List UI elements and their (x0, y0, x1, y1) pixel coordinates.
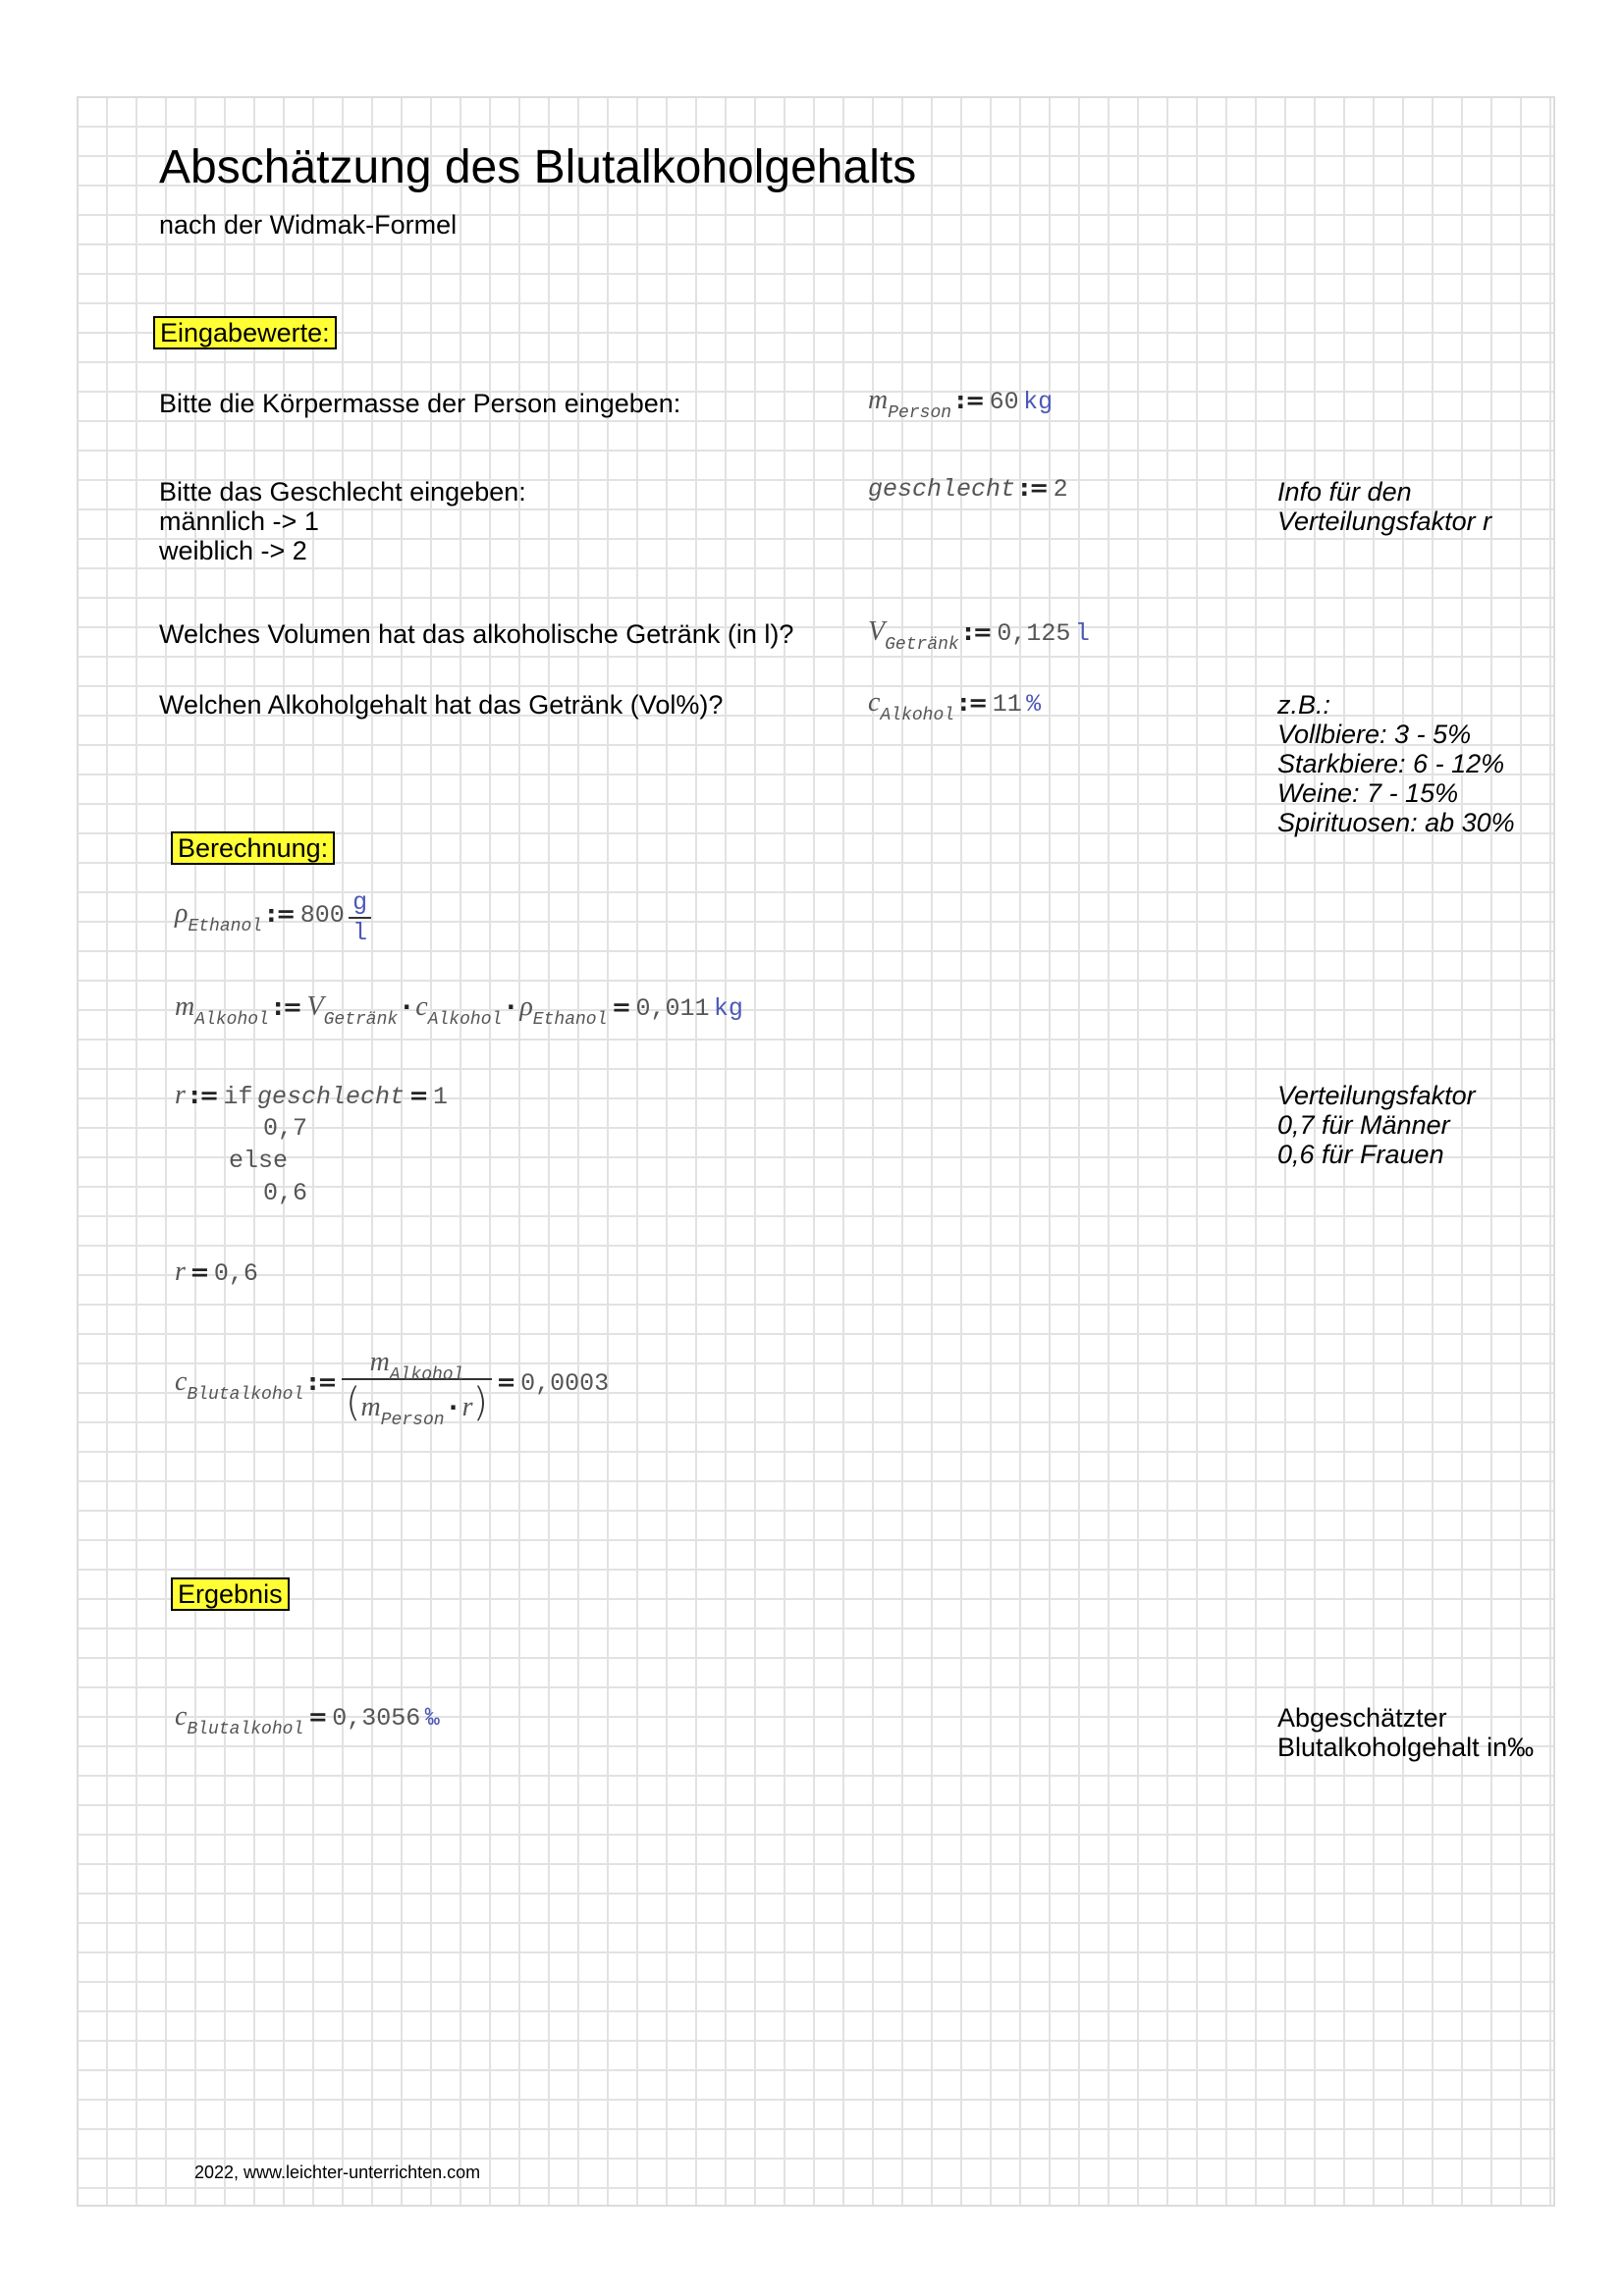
rho-expression[interactable]: ρEthanol := 800 $\frac{g}{l}$ (175, 888, 371, 947)
r-then-value: 0,7 (263, 1114, 308, 1143)
gender-note: Info für den Verteilungsfaktor r (1277, 477, 1492, 536)
result-value: 0,3056 (332, 1704, 421, 1733)
alcohol-value[interactable]: 11 (992, 690, 1022, 719)
rho-value[interactable]: 800 (299, 901, 345, 931)
volume-unit: l (1074, 619, 1090, 648)
alcohol-notes: z.B.: Vollbiere: 3 - 5% Starkbiere: 6 - 12% Weine: 7 - 15% Spirituosen: ab 30% (1277, 690, 1515, 837)
result-unit: ‰ (424, 1704, 440, 1733)
malk-result: 0,011 (635, 994, 710, 1023)
cblut-fraction: $\frac{\text{mAlkohol}}{\text{(mPerson · r)}}$ (342, 1347, 492, 1425)
section-badge-input: Eingabewerte: (153, 316, 337, 349)
r-definition[interactable]: r := if geschlecht = 1 (175, 1080, 449, 1111)
page-title: Abschätzung des Blutalkoholgehalts (159, 141, 917, 193)
cblut-expression[interactable]: cBlutalkohol := $\frac{\text{mAlkohol}}{\text{(mPerson · r)}}$ = 0,0003 (175, 1347, 610, 1430)
malk-unit: kg (713, 994, 743, 1023)
malk-expression[interactable]: mAlkohol := VGetränk · cAlkohol · ρEthanol = 0,011 kg (175, 991, 743, 1030)
mass-unit: kg (1023, 388, 1054, 416)
volume-value[interactable]: 0,125 (997, 619, 1071, 648)
footer-credit: 2022, www.leichter-unterrichten.com (194, 2163, 481, 2182)
gender-expression[interactable]: geschlecht := 2 (868, 474, 1068, 504)
gender-value[interactable]: 2 (1053, 475, 1068, 504)
r-else-value: 0,6 (263, 1179, 308, 1207)
volume-label: Welches Volumen hat das alkoholische Getränk (in l)? (159, 619, 794, 649)
rho-unit: $\frac{g}{l}$ (349, 888, 371, 947)
page-subtitle: nach der Widmak-Formel (159, 210, 458, 240)
result-note: Abgeschätzter Blutalkoholgehalt in‰ (1277, 1703, 1535, 1762)
mass-label: Bitte die Körpermasse der Person eingeben: (159, 389, 681, 418)
r-result: 0,6 (213, 1259, 258, 1288)
alcohol-label: Welchen Alkoholgehalt hat das Getränk (Vol%)? (159, 690, 724, 720)
r-else-keyword: else (229, 1147, 289, 1175)
section-badge-result: Ergebnis (171, 1577, 290, 1611)
define-operator: := (955, 387, 986, 414)
section-badge-calc: Berechnung: (171, 831, 335, 865)
alcohol-expression[interactable]: cAlkohol := 11 % (868, 687, 1042, 725)
r-result-expression: r = 0,6 (175, 1256, 258, 1288)
r-notes: Verteilungsfaktor 0,7 für Männer 0,6 für Frauen (1277, 1081, 1476, 1169)
result-expression: cBlutalkohol = 0,3056 ‰ (175, 1701, 440, 1739)
gender-label: Bitte das Geschlecht eingeben: männlich -> 1 weiblich -> 2 (159, 477, 526, 565)
mass-value[interactable]: 60 (989, 388, 1019, 416)
alcohol-unit: % (1026, 690, 1042, 719)
cblut-result: 0,0003 (520, 1369, 610, 1399)
volume-expression[interactable]: VGetränk := 0,125 l (868, 616, 1090, 655)
mass-expression[interactable]: mPerson := 60 kg (868, 385, 1054, 423)
